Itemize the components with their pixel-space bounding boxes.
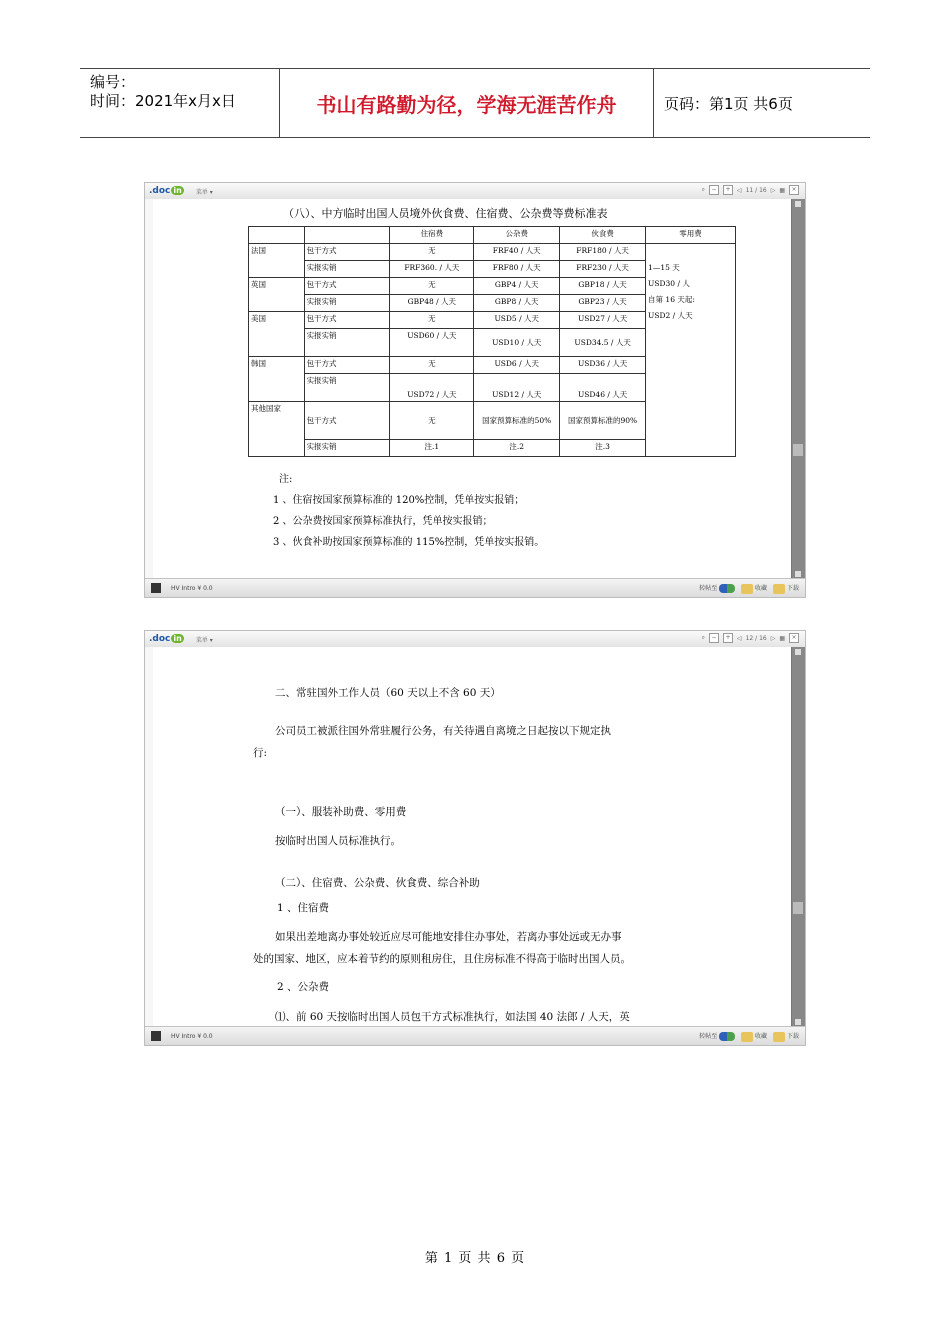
collect-button[interactable]: 收藏 [741,583,767,594]
mode-cell: 实报实销 [304,261,390,278]
paragraph-line: 公司员工被派往国外常驻履行公务，有关待遇自离境之日起按以下规定执 [275,725,611,737]
section-heading: 二、常驻国外工作人员（60 天以上不含 60 天） [275,687,501,699]
misc-cell: FRF40 / 人天 [474,244,560,261]
header-lodging: 住宿费 [390,227,474,244]
meal-cell: FRF230 / 人天 [560,261,646,278]
lodging-cell: USD60 / 人天 [390,329,474,357]
mode-cell: 实报实销 [304,329,390,357]
vertical-scrollbar[interactable] [791,199,805,579]
lodging-cell: 无 [390,357,474,374]
docin-logo[interactable]: .doc in [149,186,182,196]
viewer-bottom-bar [145,1026,805,1045]
grid-icon[interactable]: ▦ [779,634,785,642]
misc-cell: USD5 / 人天 [474,312,560,329]
scroll-up-icon[interactable] [795,201,801,207]
viewer-toolbar [145,183,805,200]
page-info: 页码：第1页 共6页 [664,94,793,113]
bottom-actions [699,1031,799,1042]
header-meta [80,69,280,137]
download-icon [773,1032,785,1042]
page-indicator: 11 / 16 [745,186,767,194]
meal-cell: USD36 / 人天 [560,357,646,374]
search-icon[interactable]: ⌕ [701,186,705,193]
item-title: 2 、公杂费 [277,981,330,993]
paragraph-line: ⑴、前 60 天按临时出国人员包干方式标准执行，如法国 40 法郎 / 人天，英 [275,1011,630,1023]
note-line: 3 、伙食补助按国家预算标准的 115%控制，凭单按实报销。 [273,537,545,548]
collect-button[interactable]: 收藏 [741,1031,767,1042]
misc-cell: GBP8 / 人天 [474,295,560,312]
download-button[interactable]: 下载 [773,1031,799,1042]
zoom-out-button[interactable]: − [709,185,719,195]
meal-cell: USD46 / 人天 [560,374,646,402]
paste-to-button[interactable]: 转帖至 [699,583,735,593]
country-cell: 其他国家 [249,402,305,457]
paste-to-button[interactable]: 转帖至 [699,1031,735,1041]
paragraph-line: 按临时出国人员标准执行。 [275,835,401,847]
viewer-bottom-bar [145,578,805,597]
country-cell: 英国 [249,278,305,312]
header-pocket: 零用费 [646,227,736,244]
country-cell: 法国 [249,244,305,278]
meal-cell: USD27 / 人天 [560,312,646,329]
misc-cell: USD12 / 人天 [474,374,560,402]
expand-icon[interactable] [151,583,161,593]
scroll-down-icon[interactable] [795,1019,801,1025]
share-icon [719,584,735,593]
zoom-in-button[interactable]: + [723,185,733,195]
expand-icon[interactable] [151,1031,161,1041]
share-icon [719,1032,735,1041]
pocket-cell [646,244,736,457]
next-page-icon[interactable]: ▷ [770,186,776,194]
scroll-down-icon[interactable] [795,571,801,577]
paragraph-line: 行: [253,747,268,759]
folder-icon [741,584,753,594]
meal-cell: GBP18 / 人天 [560,278,646,295]
menu-button[interactable]: 菜单 ▾ [195,188,213,196]
table-header-row [249,227,736,244]
mode-cell: 实报实销 [304,440,390,457]
next-page-icon[interactable]: ▷ [770,634,776,642]
prev-page-icon[interactable]: ◁ [736,186,742,194]
meal-cell: FRF180 / 人天 [560,244,646,261]
zoom-in-button[interactable]: + [723,633,733,643]
document-page-11 [145,199,791,579]
lodging-cell: GBP48 / 人天 [390,295,474,312]
docin-logo[interactable]: .doc in [149,634,182,644]
grid-icon[interactable]: ▦ [779,186,785,194]
pocket-line: USD2 / 人天 [648,311,693,320]
mode-cell: 包干方式 [304,278,390,295]
misc-cell: 注.2 [474,440,560,457]
mode-cell: 包干方式 [304,402,390,440]
item-title: 1 、住宿费 [277,902,330,914]
country-cell: 韩国 [249,357,305,402]
page-footer: 第 1 页 共 6 页 [424,1251,526,1266]
paragraph-line: 处的国家、地区，应本着节约的原则租房住，且住房标准不得高于临时出国人员。 [253,953,631,965]
meal-cell: 国家预算标准的90% [560,402,646,440]
download-button[interactable]: 下载 [773,583,799,594]
country-cell: 美国 [249,312,305,357]
note-line: 1 、住宿按国家预算标准的 120%控制，凭单按实报销； [273,495,525,506]
lodging-cell: FRF360. / 人天 [390,261,474,278]
doc-viewer-2 [144,630,806,1046]
mode-cell: 包干方式 [304,244,390,261]
document-page-12 [145,647,791,1027]
note-line: 2 、公杂费按国家预算标准执行，凭单按实报销； [273,516,493,527]
mode-cell: 实报实销 [304,295,390,312]
misc-cell: GBP4 / 人天 [474,278,560,295]
paragraph-line: 如果出差地离办事处较近应尽可能地安排住办事处，若离办事处远或无办事 [275,931,622,943]
number-label: 编号： [90,73,136,91]
meal-cell: GBP23 / 人天 [560,295,646,312]
meal-cell: USD34.5 / 人天 [560,329,646,357]
download-icon [773,584,785,594]
toolbar-controls [702,633,799,643]
scroll-thumb[interactable] [793,902,803,914]
fullscreen-button[interactable]: × [789,185,799,195]
pocket-line: 1—15 天 [648,263,680,272]
lodging-cell: 无 [390,244,474,261]
motto: 书山有路勤为径，学海无涯苦作舟 [280,69,654,137]
reader-info: HV Intro ¥ 0.0 [171,1032,213,1040]
doc-viewer-1 [144,182,806,598]
meal-cell: 注.3 [560,440,646,457]
header-meal: 伙食费 [560,227,646,244]
date-label: 时间：2021年x月x日 [90,92,236,110]
search-icon[interactable]: ⌕ [701,634,705,641]
lodging-cell: USD72 / 人天 [390,374,474,402]
mode-cell: 实报实销 [304,374,390,402]
lodging-cell: 无 [390,312,474,329]
folder-icon [741,1032,753,1042]
mode-cell: 包干方式 [304,357,390,374]
page-indicator: 12 / 16 [745,634,767,642]
reader-info: HV Intro ¥ 0.0 [171,584,213,592]
pocket-line: USD30 / 人 [648,279,690,288]
subsection-title: （一）、服装补助费、零用费 [275,806,407,818]
misc-cell: USD6 / 人天 [474,357,560,374]
pocket-line: 自第 16 天起: [648,295,695,304]
misc-cell: USD10 / 人天 [474,329,560,357]
viewer-toolbar [145,631,805,648]
expense-table [248,226,736,457]
table-title: （八）、中方临时出国人员境外伙食费、住宿费、公杂费等费标准表 [283,207,608,220]
mode-cell: 包干方式 [304,312,390,329]
notes-title: 注: [279,474,293,485]
scroll-thumb[interactable] [793,444,803,456]
scroll-up-icon[interactable] [795,649,801,655]
lodging-cell: 无 [390,402,474,440]
toolbar-controls [702,185,799,195]
bottom-actions [699,583,799,594]
lodging-cell: 无 [390,278,474,295]
menu-button[interactable]: 菜单 ▾ [195,636,213,644]
subsection-title: （二）、住宿费、公杂费、伙食费、综合补助 [275,877,480,889]
prev-page-icon[interactable]: ◁ [736,634,742,642]
misc-cell: 国家预算标准的50% [474,402,560,440]
misc-cell: FRF80 / 人天 [474,261,560,278]
vertical-scrollbar[interactable] [791,647,805,1027]
header-misc: 公杂费 [474,227,560,244]
zoom-out-button[interactable]: − [709,633,719,643]
lodging-cell: 注.1 [390,440,474,457]
page-header [80,68,870,138]
table-row [249,244,736,261]
fullscreen-button[interactable]: × [789,633,799,643]
table-notes [273,469,544,553]
